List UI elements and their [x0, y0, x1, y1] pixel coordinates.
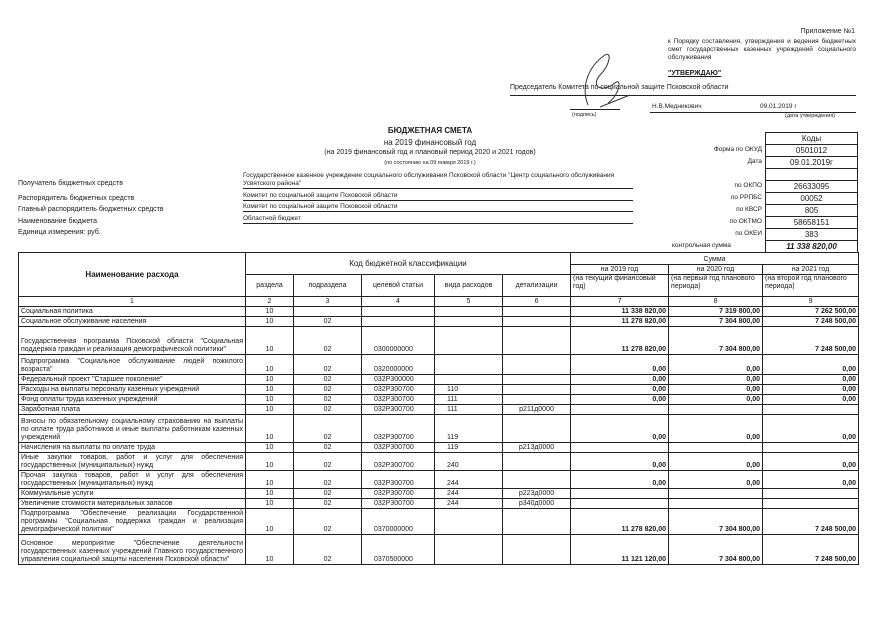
row-name: Государственная программа Псковской области "Социальная поддержка граждан и реализация демографической политики" — [19, 327, 246, 355]
row-podrazdel: 02 — [294, 317, 362, 327]
row-sum-2019: 11 338 820,00 — [571, 307, 669, 317]
row-stat: 0370500000 — [362, 535, 435, 565]
row-vid — [435, 509, 503, 535]
row-sum-2020: 0,00 — [669, 471, 763, 489]
code-checksum: 11 338 820,00 — [786, 242, 837, 251]
col-razdel: раздела — [246, 275, 294, 297]
row-name: Заработная плата — [19, 405, 246, 415]
appendix-number: Приложение №1 — [800, 28, 855, 35]
row-razdel: 10 — [246, 499, 294, 509]
row-sum-2020 — [669, 443, 763, 453]
table-row — [19, 375, 859, 385]
value-manager: Комитет по социальной защите Псковской области — [243, 192, 633, 201]
row-name: Начисления на выплаты по оплате труда — [19, 443, 246, 453]
row-razdel: 10 — [246, 535, 294, 565]
row-sum-2019: 0,00 — [571, 375, 669, 385]
label-chief: Главный распорядитель бюджетных средств — [18, 206, 164, 213]
table-row — [19, 415, 859, 443]
row-vid: 119 — [435, 443, 503, 453]
row-sum-2019 — [571, 405, 669, 415]
table-row — [19, 509, 859, 535]
row-razdel: 10 — [246, 443, 294, 453]
row-vid: 111 — [435, 395, 503, 405]
row-vid — [435, 355, 503, 375]
row-stat — [362, 317, 435, 327]
row-stat — [362, 307, 435, 317]
row-sum-2021: 7 248 500,00 — [763, 535, 859, 565]
code-kvsr: 805 — [766, 205, 857, 217]
column-number: 2 — [246, 297, 294, 307]
doc-period: (на 2019 финансовый год и плановый период 2020 и 2021 годов) — [324, 149, 536, 156]
row-name: Основное мероприятие "Обеспечение деятельности государственных казенных учреждений Главного государственного управления социальной защиты населения Псковской области" — [19, 535, 246, 565]
value-chief: Комитет по социальной защите Псковской области — [243, 203, 633, 212]
table-row — [19, 453, 859, 471]
col-code-header: Код бюджетной классификации — [246, 253, 571, 275]
row-sum-2019: 11 278 820,00 — [571, 327, 669, 355]
column-number: 6 — [503, 297, 571, 307]
row-vid — [435, 375, 503, 385]
table-row — [19, 395, 859, 405]
row-podrazdel: 02 — [294, 385, 362, 395]
column-number: 4 — [362, 297, 435, 307]
row-vid: 244 — [435, 499, 503, 509]
row-podrazdel: 02 — [294, 443, 362, 453]
label-checksum: контрольная сумма — [672, 242, 731, 249]
table-row — [19, 489, 859, 499]
row-det — [503, 355, 571, 375]
column-number: 3 — [294, 297, 362, 307]
row-det — [503, 453, 571, 471]
row-podrazdel: 02 — [294, 355, 362, 375]
row-sum-2019: 0,00 — [571, 355, 669, 375]
label-oktmo: по ОКТМО — [729, 218, 762, 225]
code-rpbs: 00052 — [766, 193, 857, 205]
row-name: Иные закупки товаров, работ и услуг для обеспечения государственных (муниципальных) нужд — [19, 453, 246, 471]
row-stat: 032P300700 — [362, 489, 435, 499]
row-det — [503, 307, 571, 317]
row-vid — [435, 307, 503, 317]
row-podrazdel: 02 — [294, 375, 362, 385]
signature-line — [570, 105, 620, 110]
approver-name: Н.В.Медникович — [652, 103, 702, 110]
table-row — [19, 385, 859, 395]
row-sum-2020: 0,00 — [669, 415, 763, 443]
row-sum-2019 — [571, 499, 669, 509]
row-name: Подпрограмма "Обеспечение реализации Государственной программы "Социальная поддержка граждан и реализация демографической политики" — [19, 509, 246, 535]
table-row — [19, 317, 859, 327]
row-vid: 111 — [435, 405, 503, 415]
row-sum-2020: 7 319 800,00 — [669, 307, 763, 317]
label-okpo: по ОКПО — [734, 182, 762, 189]
row-sum-2019: 11 278 820,00 — [571, 509, 669, 535]
label-date: Дата — [747, 158, 762, 165]
row-stat: 0300000000 — [362, 327, 435, 355]
row-name: Увеличение стоимости материальных запасов — [19, 499, 246, 509]
row-stat: 032P300000 — [362, 375, 435, 385]
row-sum-2021 — [763, 489, 859, 499]
row-sum-2021: 0,00 — [763, 375, 859, 385]
row-razdel: 10 — [246, 385, 294, 395]
table-row — [19, 405, 859, 415]
row-det: р213д0000 — [503, 443, 571, 453]
col-2021-header: на 2021 год — [763, 265, 859, 275]
row-sum-2019: 11 278 820,00 — [571, 317, 669, 327]
label-okud: Форма по ОКУД — [713, 146, 762, 153]
doc-subtitle: на 2019 финансовый год — [383, 138, 477, 147]
col-s2: (на первый год планового периода) — [669, 275, 763, 297]
label-recipient: Получатель бюджетных средств — [18, 180, 123, 187]
row-name: Социальная политика — [19, 307, 246, 317]
column-number: 8 — [669, 297, 763, 307]
row-sum-2020 — [669, 489, 763, 499]
row-vid: 119 — [435, 415, 503, 443]
row-razdel: 10 — [246, 405, 294, 415]
row-podrazdel: 02 — [294, 499, 362, 509]
row-sum-2019: 11 121 120,00 — [571, 535, 669, 565]
row-sum-2020: 7 304 800,00 — [669, 327, 763, 355]
row-det — [503, 415, 571, 443]
row-stat: 032P300700 — [362, 395, 435, 405]
row-razdel: 10 — [246, 355, 294, 375]
table-row — [19, 443, 859, 453]
row-podrazdel: 02 — [294, 405, 362, 415]
row-det — [503, 317, 571, 327]
code-okei: 383 — [766, 229, 857, 241]
row-sum-2020: 0,00 — [669, 385, 763, 395]
row-podrazdel: 02 — [294, 327, 362, 355]
row-stat: 032P300700 — [362, 415, 435, 443]
col-vid: вида расходов — [435, 275, 503, 297]
row-det — [503, 535, 571, 565]
row-stat: 032P300700 — [362, 453, 435, 471]
value-budget: Областной бюджет — [243, 215, 633, 224]
row-sum-2020: 7 304 800,00 — [669, 535, 763, 565]
row-stat: 032P300700 — [362, 443, 435, 453]
approver-title: Председатель Комитета по социальной защите Псковской области — [510, 84, 729, 91]
label-rpbs: по РРПБС — [730, 194, 762, 201]
table-row — [19, 535, 859, 565]
row-sum-2021: 7 262 500,00 — [763, 307, 859, 317]
row-name: Взносы по обязательному социальному страхованию на выплаты по оплате труда работников и иные выплаты работникам казенных учреждений — [19, 415, 246, 443]
label-kvsr: по КВСР — [736, 206, 762, 213]
row-vid: 244 — [435, 471, 503, 489]
row-name: Расходы на выплаты персоналу казенных учреждений — [19, 385, 246, 395]
row-vid — [435, 317, 503, 327]
column-number: 1 — [19, 297, 246, 307]
row-podrazdel: 02 — [294, 471, 362, 489]
row-sum-2020: 0,00 — [669, 375, 763, 385]
row-sum-2020: 7 304 800,00 — [669, 317, 763, 327]
codes-box — [765, 132, 858, 253]
row-vid — [435, 535, 503, 565]
row-podrazdel: 02 — [294, 535, 362, 565]
row-det: р340д0000 — [503, 499, 571, 509]
row-stat: 032P300700 — [362, 471, 435, 489]
label-unit: Единица измерения: руб. — [18, 229, 101, 236]
col-det: детализации — [503, 275, 571, 297]
table-row — [19, 327, 859, 355]
row-sum-2021: 7 248 500,00 — [763, 327, 859, 355]
row-sum-2019: 0,00 — [571, 471, 669, 489]
row-stat: 032P300700 — [362, 499, 435, 509]
row-det — [503, 395, 571, 405]
col-2020-header: на 2020 год — [669, 265, 763, 275]
row-name: Федеральный проект "Старшее поколение" — [19, 375, 246, 385]
row-sum-2021: 0,00 — [763, 355, 859, 375]
row-razdel: 10 — [246, 375, 294, 385]
approve-stamp: "УТВЕРЖДАЮ" — [668, 70, 722, 77]
table-row — [19, 499, 859, 509]
row-sum-2019: 0,00 — [571, 395, 669, 405]
row-razdel: 10 — [246, 415, 294, 443]
date-caption: (дата утверждения) — [785, 113, 836, 119]
row-podrazdel: 02 — [294, 415, 362, 443]
row-sum-2021 — [763, 499, 859, 509]
row-sum-2019: 0,00 — [571, 415, 669, 443]
column-number: 9 — [763, 297, 859, 307]
row-razdel: 10 — [246, 489, 294, 499]
row-razdel: 10 — [246, 317, 294, 327]
row-det: р211д0000 — [503, 405, 571, 415]
signature-caption: (подпись) — [572, 112, 597, 118]
row-sum-2021: 7 248 500,00 — [763, 509, 859, 535]
row-sum-2020: 0,00 — [669, 395, 763, 405]
code-date: 09.01.2019г — [766, 157, 857, 169]
row-podrazdel: 02 — [294, 489, 362, 499]
row-stat: 032P300700 — [362, 385, 435, 395]
code-blank — [766, 169, 857, 181]
appendix-text: к Порядку составления, утверждения и ведения бюджетных смет государственных казенных учреждений социального обслуживания — [668, 38, 856, 61]
col-sum-header: Сумма — [571, 253, 859, 265]
row-sum-2020: 0,00 — [669, 355, 763, 375]
row-sum-2021: 0,00 — [763, 385, 859, 395]
row-sum-2019 — [571, 489, 669, 499]
doc-state-date: (по состоянию на 09 января 2019 г.) — [384, 160, 476, 166]
row-sum-2021: 7 248 500,00 — [763, 317, 859, 327]
table-row — [19, 355, 859, 375]
code-okpo: 26633095 — [766, 181, 857, 193]
table-row — [19, 471, 859, 489]
row-razdel: 10 — [246, 509, 294, 535]
code-oktmo: 58658151 — [766, 217, 857, 229]
row-podrazdel — [294, 307, 362, 317]
column-number: 5 — [435, 297, 503, 307]
col-stat: целевой статьи — [362, 275, 435, 297]
row-sum-2020 — [669, 405, 763, 415]
row-name: Подпрограмма "Социальное обслуживание людей пожилого возраста" — [19, 355, 246, 375]
column-number: 7 — [571, 297, 669, 307]
row-name: Социальное обслуживание населения — [19, 317, 246, 327]
row-podrazdel: 02 — [294, 453, 362, 471]
row-vid: 110 — [435, 385, 503, 395]
code-okud: 0501012 — [766, 145, 857, 157]
row-podrazdel: 02 — [294, 395, 362, 405]
row-name: Фонд оплаты труда казенных учреждений — [19, 395, 246, 405]
row-det — [503, 375, 571, 385]
row-stat: 0370000000 — [362, 509, 435, 535]
row-det — [503, 471, 571, 489]
col-podrazdel: подраздела — [294, 275, 362, 297]
col-name-header: Наименование расхода — [19, 253, 246, 297]
label-manager: Распорядитель бюджетных средств — [18, 195, 135, 202]
doc-title: БЮДЖЕТНАЯ СМЕТА — [387, 126, 473, 135]
value-recipient: Государственное казенное учреждение социального обслуживания Псковской области "Центр социального обслуживания Усвятского района" — [243, 172, 633, 189]
row-det — [503, 327, 571, 355]
row-razdel: 10 — [246, 395, 294, 405]
row-sum-2021: 0,00 — [763, 471, 859, 489]
row-sum-2019: 0,00 — [571, 385, 669, 395]
row-sum-2019: 0,00 — [571, 453, 669, 471]
budget-table — [18, 252, 859, 565]
row-sum-2020 — [669, 499, 763, 509]
col-s3: (на второй год планового периода) — [763, 275, 859, 297]
row-sum-2021: 0,00 — [763, 395, 859, 405]
approve-date: 09.01.2019 г — [760, 103, 797, 110]
row-det — [503, 385, 571, 395]
row-vid: 244 — [435, 489, 503, 499]
row-podrazdel: 02 — [294, 509, 362, 535]
row-sum-2020: 0,00 — [669, 453, 763, 471]
row-sum-2021: 0,00 — [763, 453, 859, 471]
row-det: р223д0000 — [503, 489, 571, 499]
row-name: Прочая закупка товаров, работ и услуг для обеспечения государственных (муниципальных) нужд — [19, 471, 246, 489]
row-razdel: 10 — [246, 471, 294, 489]
row-stat: 032P300700 — [362, 405, 435, 415]
row-sum-2020: 7 304 800,00 — [669, 509, 763, 535]
row-vid — [435, 327, 503, 355]
row-sum-2019 — [571, 443, 669, 453]
column-numbers-row — [19, 297, 859, 307]
row-sum-2021 — [763, 443, 859, 453]
row-det — [503, 509, 571, 535]
row-razdel: 10 — [246, 327, 294, 355]
table-row — [19, 307, 859, 317]
row-razdel: 10 — [246, 453, 294, 471]
row-razdel: 10 — [246, 307, 294, 317]
row-sum-2021: 0,00 — [763, 415, 859, 443]
label-budget: Наименование бюджета — [18, 218, 98, 225]
codes-header: Коды — [766, 133, 857, 145]
row-name: Коммунальные услуги — [19, 489, 246, 499]
row-stat: 0320000000 — [362, 355, 435, 375]
row-vid: 240 — [435, 453, 503, 471]
label-okei: по ОКЕИ — [735, 230, 762, 237]
row-sum-2021 — [763, 405, 859, 415]
col-2019-header: на 2019 год — [571, 265, 669, 275]
col-s1: (на текущий финансовый год) — [571, 275, 669, 297]
